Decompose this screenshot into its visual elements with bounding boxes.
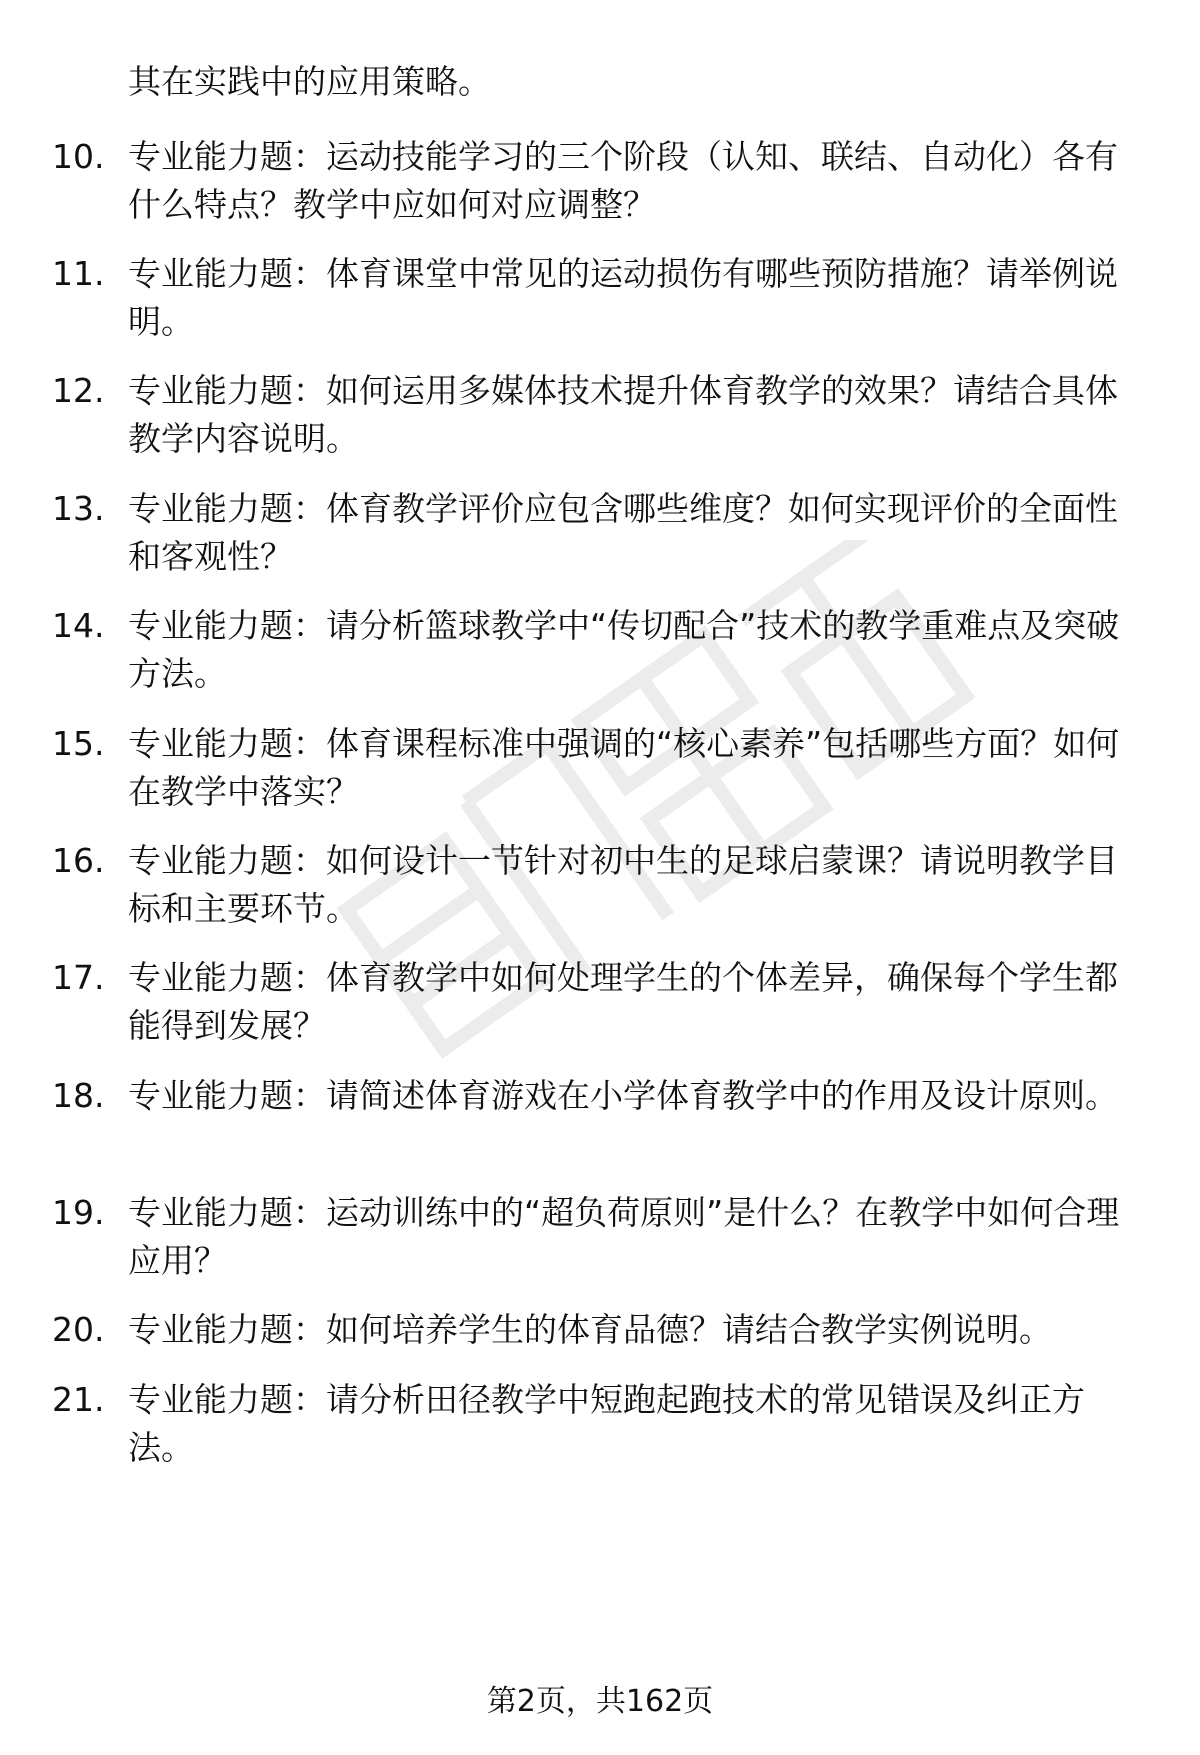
list-item bbox=[52, 602, 1152, 698]
item-text: 专业能力题：运动技能学习的三个阶段（认知、联结、自动化）各有什么特点？教学中应如何对应调整？ bbox=[128, 137, 1118, 224]
item-number: 17. bbox=[52, 958, 105, 997]
item-text: 专业能力题：运动训练中的“超负荷原则”是什么？在教学中如何合理应用？ bbox=[128, 1193, 1120, 1280]
list-item bbox=[52, 720, 1152, 816]
continued-line: 其在实践中的应用策略。 bbox=[128, 62, 491, 101]
list-item bbox=[52, 1376, 1152, 1472]
list-item bbox=[52, 133, 1152, 229]
list-item bbox=[52, 367, 1152, 463]
list-item bbox=[52, 1189, 1152, 1285]
item-text: 专业能力题：请分析田径教学中短跑起跑技术的常见错误及纠正方法。 bbox=[128, 1380, 1085, 1467]
item-text: 专业能力题：如何运用多媒体技术提升体育教学的效果？请结合具体教学内容说明。 bbox=[128, 371, 1118, 458]
item-text: 专业能力题：体育课堂中常见的运动损伤有哪些预防措施？请举例说明。 bbox=[128, 254, 1118, 341]
item-number: 20. bbox=[52, 1310, 105, 1349]
item-number: 15. bbox=[52, 724, 105, 763]
item-text: 专业能力题：如何设计一节针对初中生的足球启蒙课？请说明教学目标和主要环节。 bbox=[128, 841, 1118, 928]
item-text: 专业能力题：体育课程标准中强调的“核心素养”包括哪些方面？如何在教学中落实？ bbox=[128, 724, 1120, 811]
list-item bbox=[52, 1072, 1152, 1120]
item-text: 专业能力题：如何培养学生的体育品德？请结合教学实例说明。 bbox=[128, 1310, 1052, 1349]
item-number: 12. bbox=[52, 371, 105, 410]
item-text: 专业能力题：请简述体育游戏在小学体育教学中的作用及设计原则。 bbox=[128, 1076, 1118, 1115]
item-text: 专业能力题：体育教学评价应包含哪些维度？如何实现评价的全面性和客观性？ bbox=[128, 489, 1118, 576]
item-number: 13. bbox=[52, 489, 105, 528]
item-text: 专业能力题：体育教学中如何处理学生的个体差异，确保每个学生都能得到发展？ bbox=[128, 958, 1118, 1045]
item-number: 21. bbox=[52, 1380, 105, 1419]
page-footer: 第2页，共162页 bbox=[486, 1684, 714, 1719]
item-text: 专业能力题：请分析篮球教学中“传切配合”技术的教学重难点及突破方法。 bbox=[128, 606, 1120, 693]
item-number: 11. bbox=[52, 254, 105, 293]
item-number: 10. bbox=[52, 137, 105, 176]
list-item bbox=[52, 250, 1152, 346]
list-item bbox=[52, 837, 1152, 933]
item-number: 16. bbox=[52, 841, 105, 880]
item-number: 14. bbox=[52, 606, 105, 645]
list-item bbox=[52, 954, 1152, 1050]
item-number: 18. bbox=[52, 1076, 105, 1115]
list-item bbox=[52, 1306, 1152, 1354]
list-item bbox=[52, 485, 1152, 581]
item-number: 19. bbox=[52, 1193, 105, 1232]
